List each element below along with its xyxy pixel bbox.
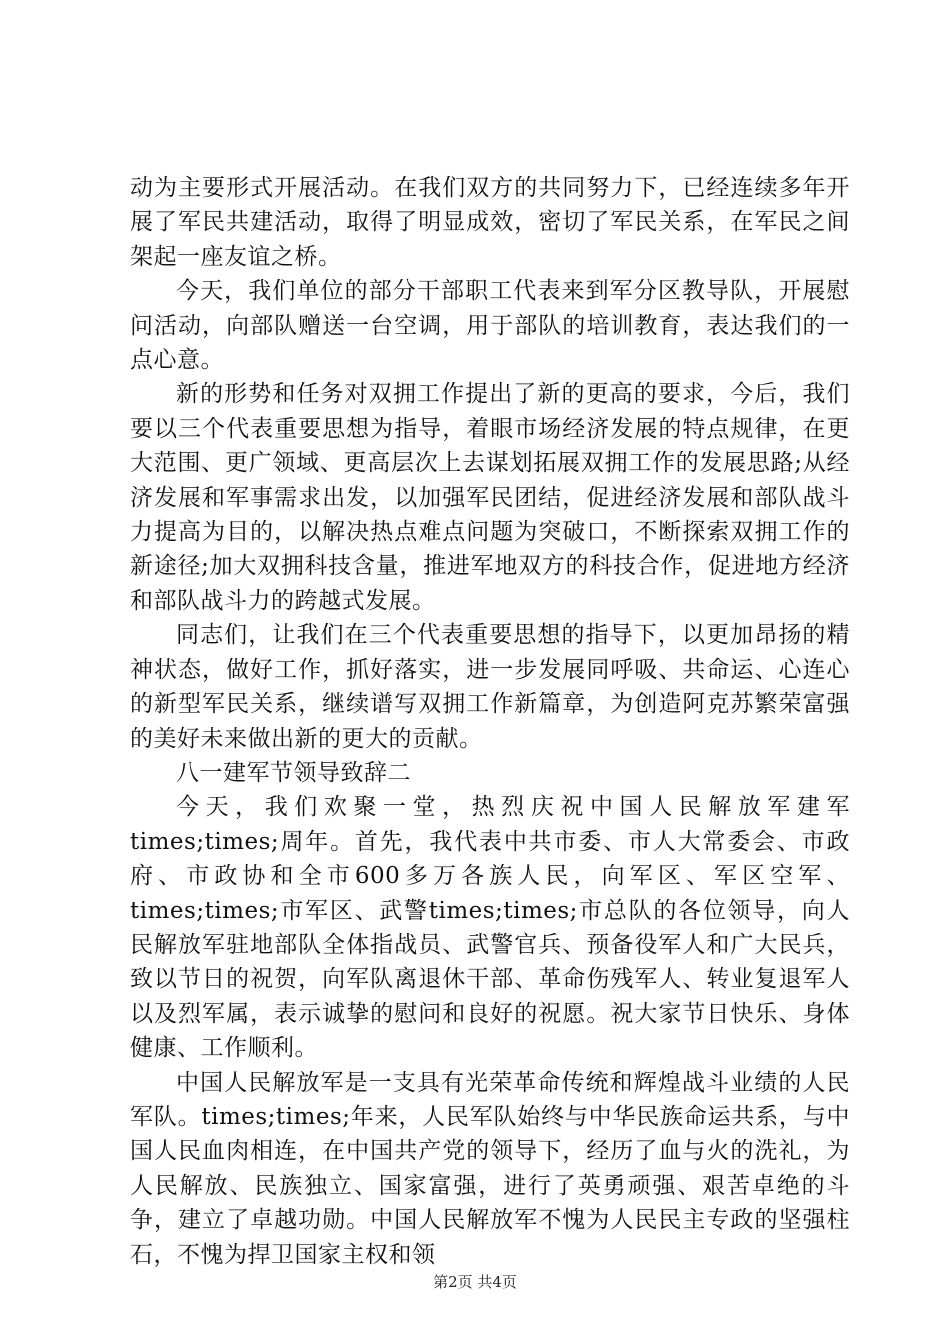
paragraph-5: 今天，我们欢聚一堂，热烈庆祝中国人民解放军建军times;times;周年。首先，我代表中共市委、市人大常委会、市政府、市政协和全市600多万各族人民，向军区、军区空军、times;times;市军区、武警times;times;市总队的各位领导，向人民解放军驻地部队全体指战员、武警官兵、预备役军人和广大民兵，致以节日的祝贺，向军队离退休干部、革命伤残军人、转业复退军人以及烈军属，表示诚挚的慰问和良好的祝愿。祝大家节日快乐、身体健康、工作顺利。 [130,794,850,1062]
section-heading: 八一建军节领导致辞二 [176,759,411,786]
paragraph-4: 同志们，让我们在三个代表重要思想的指导下，以更加昂扬的精神状态，做好工作，抓好落实，进一步发展同呼吸、共命运、心连心的新型军民关系，继续谱写双拥工作新篇章，为创造阿克苏繁荣富强的美好未来做出新的更大的贡献。 [130,622,850,752]
paragraph-3: 新的形势和任务对双拥工作提出了新的更高的要求，今后，我们要以三个代表重要思想为指导，着眼市场经济发展的特点规律，在更大范围、更广领域、更高层次上去谋划拓展双拥工作的发展思路;从经济发展和军事需求出发，以加强军民团结，促进经济发展和部队战斗力提高为目的，以解决热点难点问题为突破口，不断探索双拥工作的新途径;加大双拥科技含量，推进军地双方的科技合作，促进地方经济和部队战斗力的跨越式发展。 [130,381,850,614]
paragraph-2: 今天，我们单位的部分干部职工代表来到军分区教导队，开展慰问活动，向部队赠送一台空调，用于部队的培训教育，表达我们的一点心意。 [130,278,850,374]
document-body [130,171,850,1272]
paragraph-6: 中国人民解放军是一支具有光荣革命传统和辉煌战斗业绩的人民军队。times;times;年来，人民军队始终与中华民族命运共系，与中国人民血肉相连，在中国共产党的领导下，经历了血与火的洗礼，为人民解放、民族独立、国家富强，进行了英勇顽强、艰苦卓绝的斗争，建立了卓越功勋。中国人民解放军不愧为人民民主专政的坚强柱石，不愧为捍卫国家主权和领 [130,1069,850,1268]
page-footer: 第2页 共4页 [433,1273,517,1291]
paragraph-1: 动为主要形式开展活动。在我们双方的共同努力下，已经连续多年开展了军民共建活动，取得了明显成效，密切了军民关系，在军民之间架起一座友谊之桥。 [130,175,850,270]
